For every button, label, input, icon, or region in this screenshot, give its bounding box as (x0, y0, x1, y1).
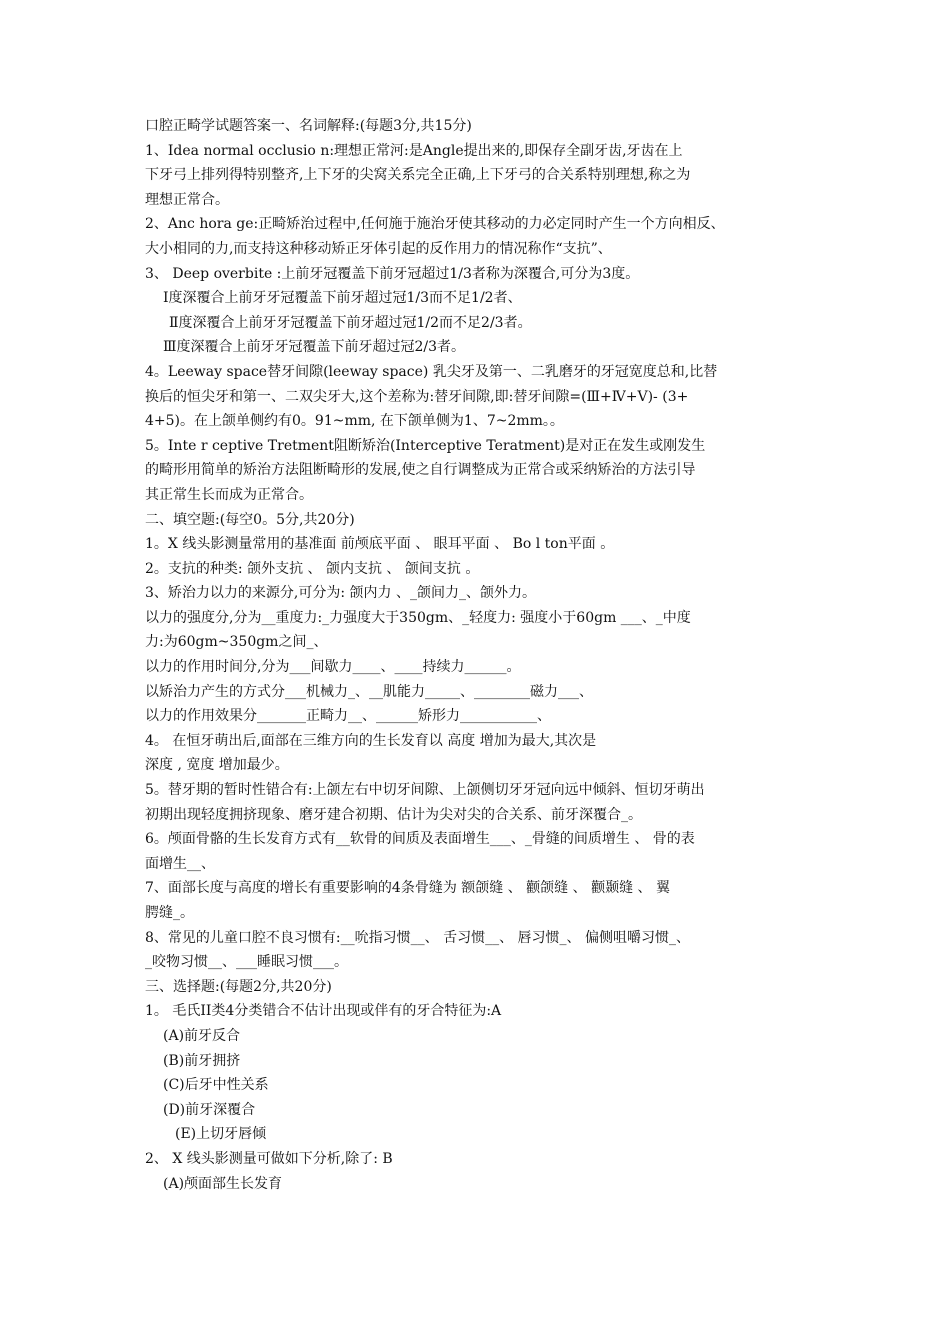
text-line: 以力的作用效果分_______正畸力__、______矫形力___________、 (145, 708, 551, 725)
text-line: 的畸形用简单的矫治方法阻断畸形的发展,使之自行调整成为正常合或采纳矫治的方法引导 (145, 462, 696, 479)
text-line: 2、 X 线头影测量可做如下分析,除了: B (145, 1150, 393, 1167)
text-line: 5。替牙期的暂时性错合有:上颌左右中切牙间隙、上颌侧切牙牙冠向远中倾斜、恒切牙萌出 (145, 782, 705, 799)
text-line: 2。支抗的种类: 颌外支抗 、 颌内支抗 、 颌间支抗 。 (145, 560, 480, 577)
option-item: (D)前牙深覆合 (163, 1101, 256, 1118)
text-line: 1。 毛氏II类4分类错合不估计出现或伴有的牙合特征为:A (145, 1003, 502, 1020)
text-line: 4。Leeway space替牙间隙(leeway space) 乳尖牙及第一、二乳磨牙的牙冠宽度总和,比替 (145, 363, 718, 380)
text-line: 2、Anc hora ge:正畸矫治过程中,任何施于施治牙使其移动的力必定同时产生一个方向相反、 (145, 216, 725, 233)
text-line: 7、面部长度与高度的增长有重要影响的4条骨缝为 额颌缝 、 颧颌缝 、 颧颞缝 、 翼 (145, 880, 670, 897)
text-line: 3、矫治力以力的来源分,可分为: 颌内力 、_颌间力_、颌外力。 (145, 585, 536, 602)
text-line: 大小相同的力,而支持这种移动矫正牙体引起的反作用力的情况称作“支抗”、 (145, 240, 612, 257)
option-item: (B)前牙拥挤 (163, 1052, 241, 1069)
text-line: Ⅲ度深覆合上前牙牙冠覆盖下前牙超过冠2/3者。 (163, 339, 466, 356)
text-line: _咬物习惯__、___睡眠习惯___。 (145, 954, 348, 971)
text-line: 以矫治力产生的方式分___机械力_、__肌能力_____、________磁力___、 (145, 683, 593, 700)
section-heading: 三、选择题:(每题2分,共20分) (145, 978, 332, 995)
text-line: 初期出现轻度拥挤现象、磨牙建合初期、估计为尖对尖的合关系、前牙深覆合_。 (145, 806, 642, 823)
option-item: (C)后牙中性关系 (163, 1077, 269, 1094)
section-heading: 二、填空题:(每空0。5分,共20分) (145, 511, 355, 528)
text-line: Ⅱ度深覆合上前牙牙冠覆盖下前牙超过冠1/2而不足2/3者。 (169, 314, 532, 331)
text-line: Ⅰ度深覆合上前牙牙冠覆盖下前牙超过冠1/3而不足1/2者、 (163, 290, 522, 307)
text-line: 以力的作用时间分,分为___间歇力____、____持续力______。 (145, 659, 521, 676)
text-line: 面增生__、 (145, 855, 215, 872)
text-line: 6。颅面骨骼的生长发育方式有__软骨的间质及表面增生___、_骨缝的间质增生 、 骨的表 (145, 831, 695, 848)
text-line: 1、Idea normal occlusio n:理想正常河:是Angle提出来的,即保存全副牙齿,牙齿在上 (145, 142, 683, 159)
option-item: (A)颅面部生长发育 (163, 1175, 283, 1192)
text-line: 8、常见的儿童口腔不良习惯有:__吮指习惯__、 舌习惯__、 唇习惯_、 偏侧咀嚼习惯_、 (145, 929, 690, 946)
text-line: 换后的恒尖牙和第一、二双尖牙大,这个差称为:替牙间隙,即:替牙间隙=(Ⅲ+Ⅳ+Ⅴ)- (3+ (145, 388, 689, 405)
text-line: 5。Inte r ceptive Tretment阻断矫治(Interceptive Teratment)是对正在发生或刚发生 (145, 437, 706, 454)
text-line: 下牙弓上排列得特别整齐,上下牙的尖窝关系完全正确,上下牙弓的合关系特别理想,称之为 (145, 167, 691, 184)
text-line: 1。X 线头影测量常用的基准面 前颅底平面 、 眼耳平面 、 Bo l ton平面 。 (145, 536, 615, 553)
document-page (145, 114, 815, 1196)
text-line: 4。 在恒牙萌出后,面部在三维方向的生长发育以 高度 增加为最大,其次是 (145, 732, 597, 749)
text-line: 腭缝_。 (145, 905, 194, 921)
text-line: 力:为60gm~350gm之间_、 (145, 634, 328, 651)
text-line: 以力的强度分,分为__重度力:_力强度大于350gm、_轻度力: 强度小于60gm ___、_中度 (145, 609, 691, 626)
text-line: 4+5)。在上颌单侧约有0。91~mm, 在下颌单侧为1、7~2mm。。 (145, 413, 564, 430)
text-line: 3、 Deep overbite :上前牙冠覆盖下前牙冠超过1/3者称为深覆合,可分为3度。 (145, 265, 640, 282)
option-item: (E)上切牙唇倾 (175, 1126, 267, 1143)
text-line: 深度 , 宽度 增加最少。 (145, 757, 289, 774)
doc-title: 口腔正畸学试题答案一、名词解释:(每题3分,共15分) (145, 118, 472, 134)
text-line: 其正常生长而成为正常合。 (145, 486, 313, 503)
text-line: 理想正常合。 (145, 191, 229, 208)
option-item: (A)前牙反合 (163, 1027, 241, 1044)
